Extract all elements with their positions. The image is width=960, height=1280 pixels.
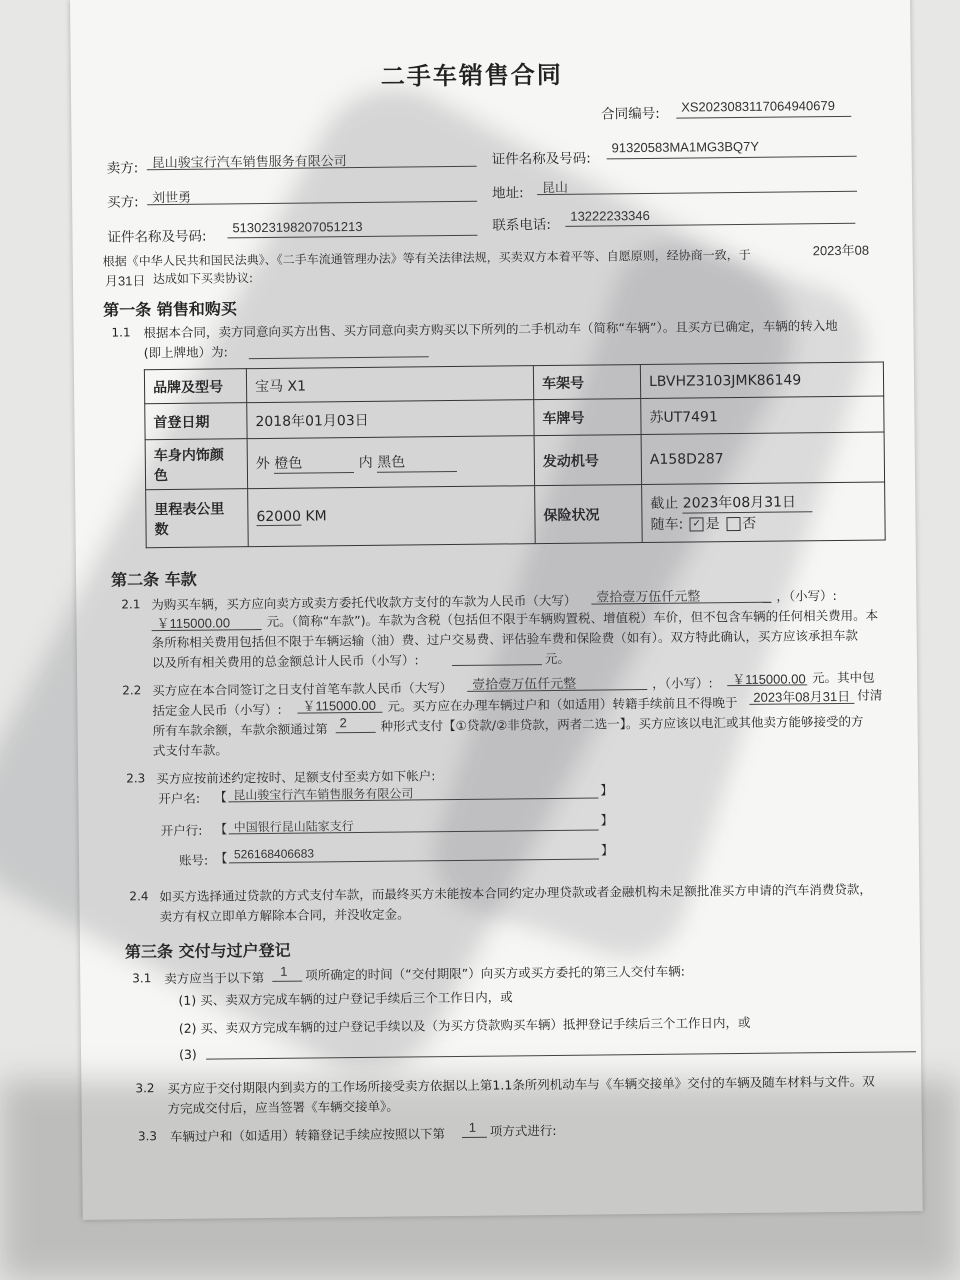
transfer-item: 1 [468,1119,477,1135]
reg-date-value: 2018年01月03日 [247,400,534,439]
clause-3-1-num: 3.1 [132,971,152,986]
buyer-id-label: 证件名称及号码: [107,228,207,246]
clause-2-2-f: 付清 [857,687,883,703]
intro-date-b: 月31日 [104,273,146,289]
price-upper: 壹拾壹万伍仟元整 [596,588,701,605]
clause-2-2-h: 种形式支付【①贷款/②非贷款，两者二选一】。买方应该以电汇或其他卖方能够接受的方 [380,713,864,734]
color-value: 外 橙色 内 黑色 [247,436,535,489]
clause-2-2-d: 括定金人民币（小写）: [152,701,282,719]
engine-label: 发动机号 [534,435,642,486]
article-1-title: 第一条 销售和购买 [103,299,237,320]
clause-3-3-a: 车辆过户和（如适用）转籍登记手续应按照以下第 [169,1126,445,1145]
mileage-label: 里程表公里 数 [146,489,249,548]
plate-label: 车牌号 [534,399,641,436]
insurance-label: 保险状况 [535,485,643,544]
delivery-option-3: (3) [178,1046,197,1062]
article-3-title: 第三条 交付与过户登记 [124,940,291,962]
clause-2-4-num: 2.4 [129,889,149,904]
pay-method-no: 2 [339,715,347,731]
insurance-value: 截止 2023年08月31日 随车: ✓ 是 否 [642,482,886,543]
account-no-label: 账号: [178,852,209,868]
account-name-label: 开户名: [158,790,201,807]
clause-2-3-num: 2.3 [126,771,146,786]
first-pay-upper: 壹拾壹万伍仟元整 [472,675,577,692]
reg-date-label: 首登日期 [145,403,247,440]
delivery-option-2: (2) 买、卖双方完成车辆的过户登记手续以及（为买方贷款购买车辆）抵押登记手续后三个工作日内，或 [178,1014,751,1036]
clause-2-2-g: 所有车款余额，车款余额通过第 [152,721,328,739]
contract-page: 二手车销售合同 合同编号: XS2023083117064940679 卖方: 昆山骏宝行汽车销售服务有限公司 证件名称及号码: 91320583MA1MG3BQ7Y 买方: 刘世勇 地址: 昆山 证件名称及号码: 513023198207051213 联系电话: 13222233346 根据《中华人民共和国民法典》、《二手车流通管理办法》等有关法律法规，买卖双方本着平等、自愿原则，经协商一致，于 2023年08 月31日 达成如下买卖协议: 第一条 销售和购买 1.1 根据本合同，卖方同意向买方出售、买方同意向卖方购买以下所列的二手机动车（简称“车辆”）。且买方已确定，车辆的转入地 (即上牌地）为: 品牌及型号 宝马 X1 车架号 LBVHZ3103JMK86149 首登日期 2018年01月03日 车牌号 苏UT7491 车身内饰颜 色 外 橙色 内 黑色 发动机号 A158D287 里程表公里 数 62000 KM 保险状况 截止 2023年08月31日 随车: ✓ 是 否 第二条 车款 2.1 为购买车辆，买方应向卖方或卖方委托代收款方支付的车款为人民币（大写） 壹拾壹万伍仟元整 ，（小写）: ￥115000.00 元。（简称“车款”)。车款为含税（包括但不限于车辆购置税、增值税）车价，但不包含车辆的任何相关费用。本 条所称相关费用包括但不限于车辆运输（油）费、过户交易费、评估验车费和保险费（如有）。双方特此确认，买方应该承担车款 以及所有相关费用的总金额总计人民币（小写）: 元。 2.2 买方应在本合同签订之日支付首笔车款人民币（大写） 壹拾壹万伍仟元整 ，（小写）: ￥115000.00 元。其中包 括定金人民币（小写）: ￥115000.00 元。买方应在办理车辆过户和（如适用）转籍手续前且不得晚于 2023年08月31日 付清 所有车款余额，车款余额通过第 2 种形式支付【①贷款/②非贷款，两者二选一】。买方应该以电汇或其他卖方能够接受的方 式支付车款。 2.3 买方应按前述约定按时、足额支付至卖方如下帐户: 开户名: 【 昆山骏宝行汽车销售服务有限公司 】 开户行: 【 中国银行昆山陆家支行 】 账号: 【 526168406683 】 2.4 如买方选择通过贷款的方式支付车款，而最终买方未能按本合同约定办理贷款或者金融机构未足额批准买方申请的汽车消费贷款， 卖方有权立即单方解除本合同，并没收定金。 第三条 交付与过户登记 3.1 卖方应当于以下第 1 项所确定的时间（“交付期限”）向买方或买方委托的第三人交付车辆: (1) 买、卖双方完成车辆的过户登记手续后三个工作日内，或 (2) 买、卖双方完成车辆的过户登记手续以及（为买方贷款购买车辆）抵押登记手续后三个工作日内，或 (3) 3.2 买方应于交付期限内到卖方的工作场所接受卖方依据以上第1.1条所列机动车与《车辆交接单》交付的车辆及随车材料与文件。双 方完成交付后，应当签署《车辆交接单》。 3.3 车辆过户和（如适用）转籍登记手续应按照以下第 1 项方式进行: [70,0,923,1220]
buyer-label: 买方: [107,194,139,211]
buyer-name: 刘世勇 [151,189,192,206]
mileage-value: 62000 KM [248,486,536,547]
bottom-shadow [0,1080,960,1280]
delivery-option-1: (1) 买、卖双方完成车辆的过户登记手续后三个工作日内，或 [178,989,513,1008]
clause-2-2-a: 买方应在本合同签订之日支付首笔车款人民币（大写） [152,680,453,699]
clause-2-3-a: 买方应按前述约定按时、足额支付至卖方如下帐户: [156,768,436,787]
clause-2-4-a: 如买方选择通过贷款的方式支付车款，而最终买方未能按本合同约定办理贷款或者金融机构未足额批准买方申请的汽车消费贷款， [159,881,872,905]
bank-name: 中国银行昆山陆家支行 [233,819,354,835]
brand-label: 品牌及型号 [144,369,246,404]
seller-id: 91320583MA1MG3BQ7Y [611,138,760,156]
intro-date-a: 2023年08 [812,242,870,259]
clause-3-3-b: 项方式进行: [489,1122,557,1139]
deposit: ￥115000.00 [302,697,376,714]
phone-label: 联系电话: [492,216,552,234]
clause-2-2-i: 式支付车款。 [152,742,228,759]
clause-2-1-e: 以及所有相关费用的总金额总计人民币（小写）: [151,652,419,671]
address-label: 地址: [491,185,524,202]
clause-3-2-b: 方完成交付后，应当签署《车辆交接单》。 [167,1098,399,1117]
price-lower: ￥115000.00 [156,615,231,632]
clause-2-2-num: 2.2 [122,683,142,698]
clause-2-1-num: 2.1 [121,597,141,612]
color-label: 车身内饰颜 色 [145,439,248,490]
contract-no: XS2023083117064940679 [681,97,835,115]
plate-value: 苏UT7491 [641,396,884,435]
buyer-id: 513023198207051213 [232,218,363,236]
clause-3-3-num: 3.3 [137,1129,158,1144]
yes-checkbox: ✓ [690,517,704,531]
seller-name: 昆山骏宝行汽车销售服务有限公司 [151,153,347,171]
account-no: 526168406683 [233,846,315,862]
first-pay-lower: ￥115000.00 [732,671,806,688]
engine-value: A158D287 [641,432,885,485]
clause-2-1-d: 条所称相关费用包括但不限于车辆运输（油）费、过户交易费、评估验车费和保险费（如有）。双方特此确认，买方应该承担车款 [151,627,859,651]
phone: 13222233346 [570,207,650,224]
clause-2-2-e: 元。买方应在办理车辆过户和（如适用）转籍手续前且不得晚于 [387,695,738,714]
clause-1-1-num: 1.1 [111,325,131,340]
clause-3-1-a: 卖方应当于以下第 [164,970,265,987]
vin-value: LBVHZ3103JMK86149 [640,362,883,399]
seller-label: 卖方: [106,160,139,177]
clause-2-2-b: ，（小写）: [652,675,713,691]
clause-1-1-text: 根据本合同，卖方同意向买方出售、买方同意向卖方购买以下所列的二手机动车（简称“车辆”）。且买方已确定，车辆的转入地 [143,317,838,341]
page-title: 二手车销售合同 [380,60,563,91]
clause-2-1-c: 元。（简称“车款”)。车款为含税（包括但不限于车辆购置税、增值税）车价，但不包含车辆的任何相关费用。本 [266,607,879,629]
contract-no-label: 合同编号: [601,105,660,123]
article-2-title: 第二条 车款 [110,569,197,590]
final-pay-date: 2023年08月31日 [753,688,851,705]
intro-text: 根据《中华人民共和国民法典》、《二手车流通管理办法》等有关法律法规，买卖双方本着平等、自愿原则，经协商一致，于 [102,247,751,269]
address: 昆山 [541,179,569,196]
bank-label: 开户行: [160,822,203,839]
account-name: 昆山骏宝行汽车销售服务有限公司 [233,786,414,803]
clause-2-1-a: 为购买车辆，买方应向卖方或卖方委托代收款方支付的车款为人民币（大写） [151,592,577,613]
clause-2-1-b: ，（小写）: [776,588,837,604]
clause-1-1-text-2: (即上牌地）为: [143,344,228,361]
vin-label: 车架号 [533,365,640,400]
seller-id-label: 证件名称及号码: [491,150,591,168]
intro-text-2: 达成如下买卖协议: [152,271,254,287]
clause-3-2-a: 买方应于交付期限内到卖方的工作场所接受卖方依据以上第1.1条所列机动车与《车辆交接单》交付的车辆及随车材料与文件。双 [167,1073,875,1097]
brand-value: 宝马 X1 [246,366,533,403]
clause-2-4-b: 卖方有权立即单方解除本合同，并没收定金。 [159,906,410,925]
clause-2-1-f: 元。 [544,650,571,667]
clause-3-1-b: 项所确定的时间（“交付期限”）向买方或买方委托的第三人交付车辆: [305,963,685,983]
delivery-item: 1 [280,963,288,979]
clause-2-2-c: 元。其中包 [812,669,875,686]
clause-3-2-num: 3.2 [135,1081,155,1096]
